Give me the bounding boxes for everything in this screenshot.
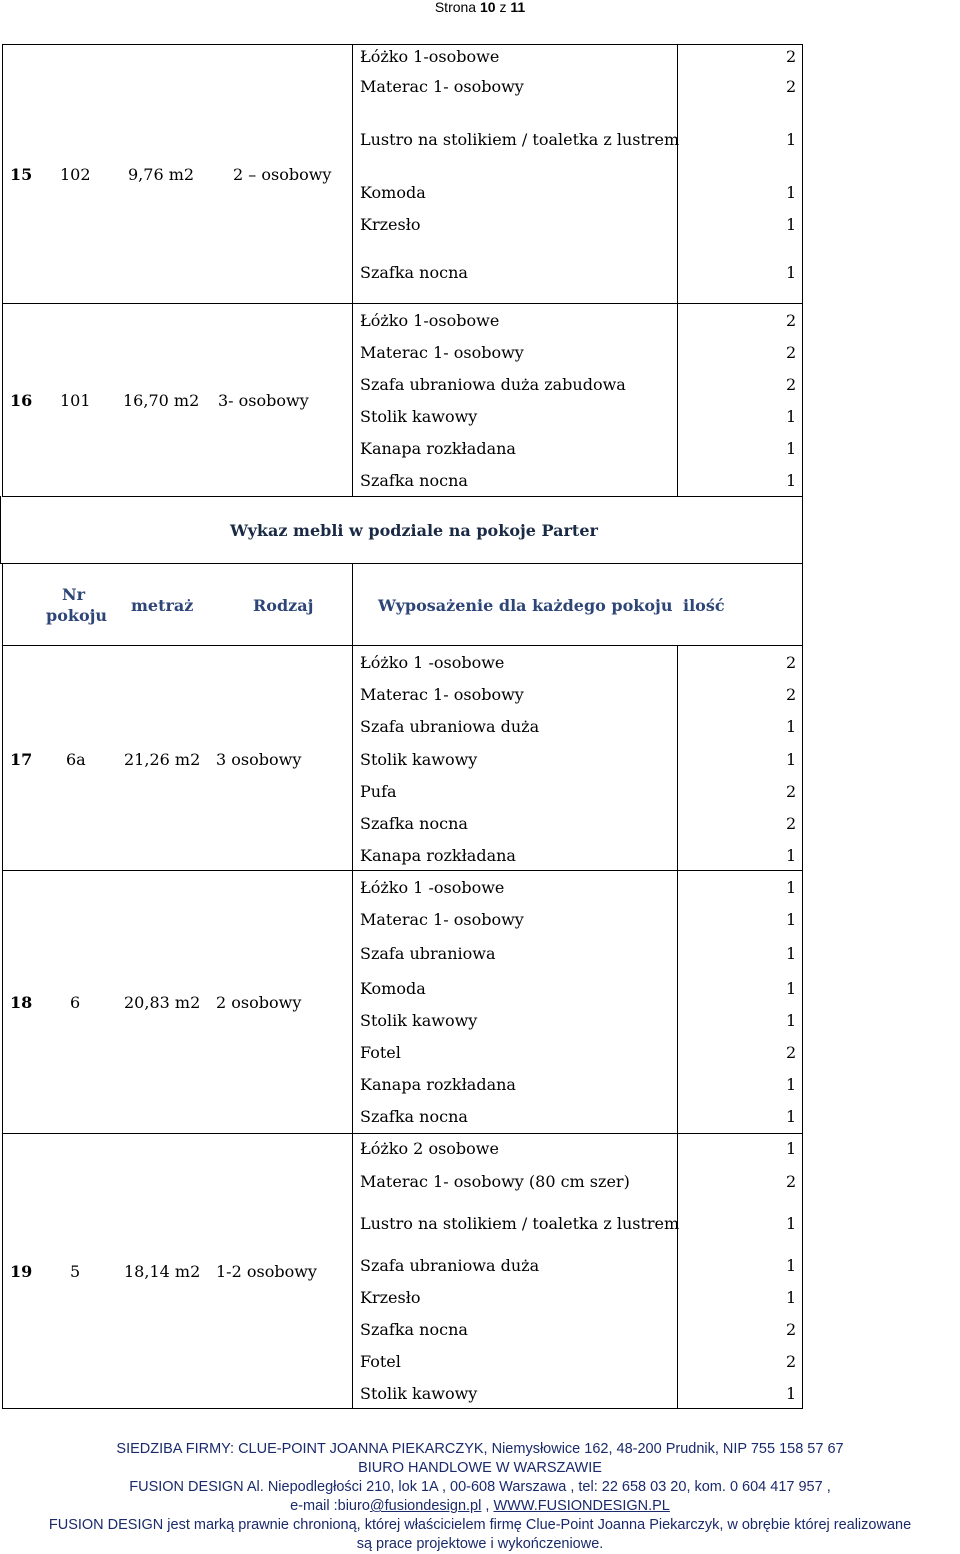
- room-type: 2 – osobowy: [233, 165, 332, 184]
- column-header-rodzaj: Rodzaj: [253, 596, 314, 615]
- column-header-ilosc: ilość: [683, 596, 725, 615]
- room-nr: 17: [10, 750, 33, 769]
- item-name: Materac 1- osobowy: [360, 77, 524, 96]
- item-qty: 2: [786, 343, 797, 362]
- room-area: 18,14 m2: [124, 1262, 201, 1281]
- item-qty: 2: [786, 1172, 797, 1191]
- item-qty: 1: [786, 1139, 797, 1158]
- item-qty: 2: [786, 782, 797, 801]
- footer-trademark-note: FUSION DESIGN jest marką prawnie chronioną, której właścicielem firmę Clue-Point Joanna Piekarczyk, w obrębie której realizowane: [48, 1517, 912, 1533]
- item-name: Stolik kawowy: [360, 407, 478, 426]
- room-area: 16,70 m2: [123, 391, 200, 410]
- item-name: Lustro na stolikiem / toaletka z lustrem: [360, 130, 680, 149]
- item-name: Kanapa rozkładana: [360, 1075, 516, 1094]
- item-qty: 2: [786, 814, 797, 833]
- item-qty: 1: [786, 1107, 797, 1126]
- item-name: Łóżko 1-osobowe: [360, 311, 500, 330]
- room-number: 6a: [66, 750, 86, 769]
- item-qty: 1: [786, 1214, 797, 1233]
- item-qty: 1: [786, 1011, 797, 1030]
- room-area: 21,26 m2: [124, 750, 201, 769]
- column-header-pokoju: pokoju: [46, 606, 108, 625]
- room-number: 102: [60, 165, 91, 184]
- item-name: Łóżko 1-osobowe: [360, 47, 500, 66]
- item-qty: 1: [786, 1256, 797, 1275]
- column-header-metraz: metraż: [131, 596, 194, 615]
- item-qty: 1: [786, 1075, 797, 1094]
- item-qty: 1: [786, 1288, 797, 1307]
- item-qty: 1: [786, 750, 797, 769]
- item-qty: 2: [786, 1320, 797, 1339]
- item-name: Łóżko 1 -osobowe: [360, 653, 505, 672]
- item-name: Materac 1- osobowy: [360, 910, 524, 929]
- item-qty: 1: [786, 944, 797, 963]
- item-name: Materac 1- osobowy (80 cm szer): [360, 1172, 630, 1191]
- item-qty: 2: [786, 311, 797, 330]
- item-qty: 2: [786, 47, 797, 66]
- item-name: Krzesło: [360, 215, 421, 234]
- item-qty: 1: [786, 878, 797, 897]
- item-name: Łóżko 2 osobowe: [360, 1139, 499, 1158]
- item-name: Lustro na stolikiem / toaletka z lustrem: [360, 1214, 680, 1233]
- column-header-wyposazenie: Wyposażenie dla każdego pokoju: [378, 596, 673, 615]
- item-qty: 2: [786, 653, 797, 672]
- item-qty: 2: [786, 685, 797, 704]
- item-name: Fotel: [360, 1352, 401, 1371]
- column-header-nr: Nr: [62, 585, 86, 604]
- item-name: Stolik kawowy: [360, 750, 478, 769]
- footer-contact: e-mail :biuro@fusiondesign.pl , WWW.FUSIONDESIGN.PL: [290, 1498, 670, 1514]
- item-name: Krzesło: [360, 1288, 421, 1307]
- page-number: Strona 10 z 11: [434, 0, 526, 15]
- item-name: Szafa ubraniowa duża: [360, 1256, 540, 1275]
- item-name: Stolik kawowy: [360, 1011, 478, 1030]
- item-name: Szafa ubraniowa duża: [360, 717, 540, 736]
- item-qty: 1: [786, 215, 797, 234]
- item-name: Szafa ubraniowa: [360, 944, 496, 963]
- item-name: Kanapa rozkładana: [360, 439, 516, 458]
- room-area: 9,76 m2: [128, 165, 195, 184]
- item-name: Szafka nocna: [360, 471, 468, 490]
- item-name: Materac 1- osobowy: [360, 343, 524, 362]
- room-nr: 19: [10, 1262, 33, 1281]
- footer-email-link[interactable]: @fusiondesign.pl: [369, 1498, 482, 1514]
- item-name: Fotel: [360, 1043, 401, 1062]
- footer-office-address: FUSION DESIGN Al. Niepodległości 210, lok 1A , 00-608 Warszawa , tel: 22 658 03 20, kom. 0 604 417 957 ,: [129, 1479, 831, 1495]
- item-name: Komoda: [360, 183, 426, 202]
- item-name: Szafka nocna: [360, 1320, 468, 1339]
- item-qty: 2: [786, 1043, 797, 1062]
- room-type: 3- osobowy: [218, 391, 309, 410]
- room-number: 5: [70, 1262, 81, 1281]
- item-qty: 1: [786, 439, 797, 458]
- item-qty: 1: [786, 471, 797, 490]
- room-nr: 15: [10, 165, 33, 184]
- footer-website-link[interactable]: WWW.FUSIONDESIGN.PL: [493, 1498, 670, 1514]
- item-name: Łóżko 1 -osobowe: [360, 878, 505, 897]
- item-qty: 1: [786, 263, 797, 282]
- item-qty: 2: [786, 375, 797, 394]
- item-name: Materac 1- osobowy: [360, 685, 524, 704]
- item-name: Szafa ubraniowa duża zabudowa: [360, 375, 626, 394]
- room-nr: 16: [10, 391, 33, 410]
- section-title: Wykaz mebli w podziale na pokoje Parter: [230, 521, 598, 540]
- item-qty: 2: [786, 77, 797, 96]
- footer-office-heading: BIURO HANDLOWE W WARSZAWIE: [358, 1460, 602, 1476]
- item-name: Stolik kawowy: [360, 1384, 478, 1403]
- item-name: Komoda: [360, 979, 426, 998]
- footer-trademark-note-2: są prace projektowe i wykończeniowe.: [356, 1536, 604, 1552]
- item-qty: 1: [786, 407, 797, 426]
- item-qty: 1: [786, 717, 797, 736]
- item-name: Szafka nocna: [360, 814, 468, 833]
- item-qty: 2: [786, 1352, 797, 1371]
- footer-email-prefix: e-mail :biuro: [290, 1498, 370, 1514]
- item-qty: 1: [786, 910, 797, 929]
- item-name: Kanapa rozkładana: [360, 846, 516, 865]
- item-name: Szafka nocna: [360, 263, 468, 282]
- item-name: Pufa: [360, 782, 397, 801]
- item-qty: 1: [786, 183, 797, 202]
- room-type: 1-2 osobowy: [216, 1262, 317, 1281]
- room-area: 20,83 m2: [124, 993, 201, 1012]
- room-type: 3 osobowy: [216, 750, 302, 769]
- item-qty: 1: [786, 130, 797, 149]
- room-number: 6: [70, 993, 81, 1012]
- item-name: Szafka nocna: [360, 1107, 468, 1126]
- room-nr: 18: [10, 993, 33, 1012]
- item-qty: 1: [786, 1384, 797, 1403]
- room-type: 2 osobowy: [216, 993, 302, 1012]
- item-qty: 1: [786, 846, 797, 865]
- item-qty: 1: [786, 979, 797, 998]
- room-number: 101: [60, 391, 91, 410]
- footer-company-address: SIEDZIBA FIRMY: CLUE-POINT JOANNA PIEKARCZYK, Niemysłowice 162, 48-200 Prudnik, NIP 755 158 57 67: [116, 1441, 844, 1457]
